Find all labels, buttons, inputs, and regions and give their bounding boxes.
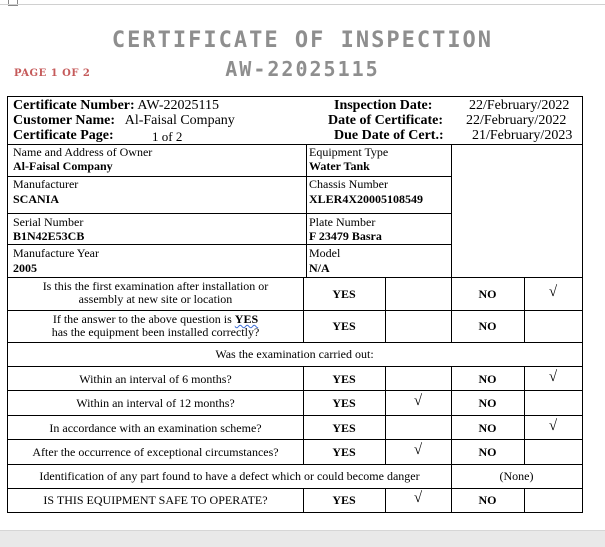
q4-yes-tick: √ [413,393,423,409]
manufacture-year-value: 2005 [13,261,37,275]
certificate-page-label: Certificate Page: [13,128,114,143]
q4-yes: YES [332,396,356,410]
q1-yes: YES [332,287,356,301]
row-divider-8 [7,390,582,391]
certificate-title: CERTIFICATE OF INSPECTION [111,28,494,53]
certificate-number-row [13,98,219,113]
certificate-page-value: 1 of 2 [152,129,183,144]
row-divider-5 [7,310,582,311]
q1-line1: Is this the first examination after installation or [42,279,269,293]
q3-no-tick: √ [548,369,558,385]
chassis-value: XLER4X20005108549 [309,192,424,206]
q1-first-examination [8,280,303,306]
equipment-col-divider [306,144,307,277]
row-divider-7 [7,366,582,367]
serial-value: B1N42E53CB [13,229,85,243]
q2-installed-correctly [8,313,303,339]
plate-value: F 23479 Basra [309,229,382,243]
row-divider-3 [7,244,451,245]
customer-name-row [13,113,235,128]
q5-no-tick: √ [548,418,558,434]
q5-examination-scheme: In accordance with an examination scheme? [49,421,262,435]
q2-line1-pre: If the answer to the above question is [52,312,235,326]
page-corner-marker [8,0,18,6]
q1-no-tick: √ [548,284,558,300]
q6-yes-tick: √ [413,442,423,458]
defect-identification-label: Identification of any part found to have a defect which or could become danger [39,469,420,483]
owner-value: Al-Faisal Company [13,159,113,173]
q2-yes: YES [332,319,356,333]
plate-label: Plate Number [309,215,376,229]
row-divider-10 [7,439,582,440]
manufacture-year-label: Manufacture Year [13,246,99,260]
safe-divider-d [524,488,525,512]
q4-twelve-months: Within an interval of 12 months? [76,396,235,410]
owner-label: Name and Address of Owner [13,145,153,159]
q5-no: NO [478,421,497,435]
serial-label: Serial Number [13,215,84,229]
q6-yes: YES [332,445,356,459]
q6-exceptional-circumstances: After the occurrence of exceptional circumstances? [32,445,279,459]
safe-no: NO [478,493,497,507]
chassis-label: Chassis Number [309,177,388,191]
examination-heading: Was the examination carried out: [215,347,374,361]
q4-no: NO [478,396,497,410]
inspection-date-value: 22/February/2022 [469,98,570,113]
q2-divider-b [385,310,386,342]
defect-identification-value: (None) [499,469,534,483]
q3-six-months: Within an interval of 6 months? [79,372,232,386]
q2-divider-d [524,310,525,342]
page-bottom-bar [0,530,605,547]
certificate-number-heading: AW-22025115 [225,57,380,81]
q1-line2: assembly at new site or location [78,292,233,306]
q5-yes: YES [332,421,356,435]
customer-name-value: Al-Faisal Company [124,113,235,128]
q2-line2: has the equipment been installed correctly? [51,325,260,339]
q1-no: NO [478,287,497,301]
row-divider-4 [7,277,582,278]
inspection-date-label: Inspection Date: [334,98,433,113]
table-border-bottom [7,512,582,513]
row-divider-11 [7,464,582,465]
customer-name-label: Customer Name: [13,113,115,128]
date-of-certificate-label: Date of Certificate: [328,113,444,128]
date-of-certificate-value: 22/February/2022 [466,113,567,128]
q1-divider-b [385,277,386,310]
manufacturer-value: SCANIA [13,192,60,206]
row-divider-6 [7,342,582,343]
q3-no: NO [478,372,497,386]
row-divider-2 [7,213,451,214]
q3-yes: YES [332,372,356,386]
certificate-page-row [13,128,114,143]
equipment-type-label: Equipment Type [309,145,389,159]
certificate-number-label: Certificate Number: [13,98,135,113]
safe-yes: YES [332,493,356,507]
model-value: N/A [309,261,330,275]
inspection-table [7,96,589,512]
q6-no: NO [478,445,497,459]
certificate-number-value: AW-22025115 [137,98,219,113]
equipment-type-value: Water Tank [309,159,370,173]
q2-no: NO [478,319,497,333]
equipment-col-right [451,144,452,277]
page-number-label: PAGE 1 OF 2 [14,68,91,79]
due-date-label: Due Date of Cert.: [334,128,444,143]
row-divider-12 [7,488,582,489]
due-date-value: 21/February/2023 [472,128,573,143]
table-border-top [7,96,582,97]
safe-yes-tick: √ [413,490,423,506]
table-border-right [582,96,583,513]
q2-line1-yes: YES [234,312,259,326]
safe-to-operate-label: IS THIS EQUIPMENT SAFE TO OPERATE? [43,493,268,507]
row-divider-9 [7,415,582,416]
model-label: Model [309,246,341,260]
page-top-rule [0,4,605,5]
manufacturer-label: Manufacturer [13,177,79,191]
